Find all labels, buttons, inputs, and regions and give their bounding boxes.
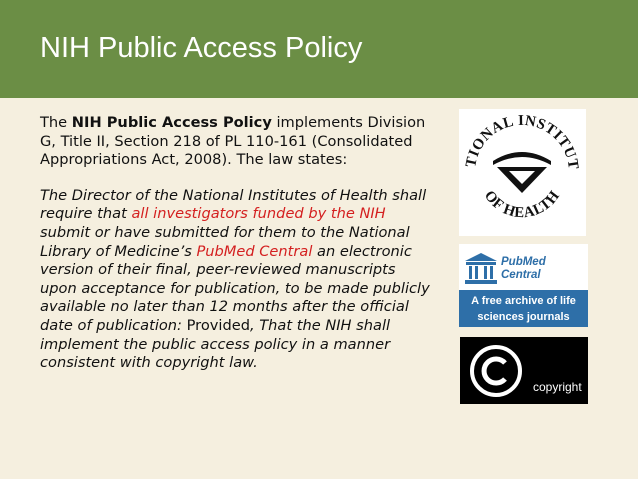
quote-highlight-investigators: all investigators funded by the NIH <box>131 205 386 223</box>
intro-paragraph <box>40 114 435 170</box>
title-bar <box>0 0 638 98</box>
pmc-name-2: Central <box>501 269 541 281</box>
nih-seal-icon <box>459 109 586 236</box>
pmc-tagline-2: sciences journals <box>477 311 570 323</box>
body-text <box>40 114 435 373</box>
policy-name: NIH Public Access Policy <box>71 114 272 131</box>
copyright-logo <box>460 337 588 404</box>
pmc-logo-top <box>459 244 588 290</box>
pmc-tagline-1: A free archive of life <box>471 295 576 307</box>
pmc-tagline <box>459 290 588 327</box>
pubmed-central-logo <box>459 244 588 327</box>
copyright-label: copyright <box>533 380 582 394</box>
intro-rest: implements Division G, Title II, Section 218 of PL 110-161 (Consolidated Appropriations Act, 2008). The law states: <box>40 114 426 169</box>
quote-part-3: an electronic version of their final, peer-reviewed manuscripts upon acceptance for publication, to be made publicly available no later than 12 months after the official date of publication: <box>40 242 430 334</box>
slide-title: NIH Public Access Policy <box>40 32 363 64</box>
nih-emblem-icon <box>493 152 551 193</box>
svg-text:NATIONAL INSTITUTES <box>459 109 581 171</box>
nih-arc-top: TIONAL INSTITUT <box>463 112 582 171</box>
quote-part-1: The Director of the National Institutes of Health shall require that <box>40 186 427 223</box>
nih-logo <box>459 109 586 236</box>
pmc-name-1: PubMed <box>501 256 546 268</box>
pmc-name <box>501 256 546 282</box>
quote-provided: Provided <box>186 316 250 334</box>
copyright-icon <box>468 343 524 399</box>
quote-highlight-pubmed: PubMed Central <box>196 242 313 260</box>
intro-lead: The <box>40 114 72 131</box>
quote-part-2: submit or have submitted for them to the National Library of Medicine’s <box>40 223 410 260</box>
law-quote <box>40 187 435 373</box>
nih-arc-bottom: OF HEALTH <box>480 187 564 222</box>
building-icon <box>463 252 499 286</box>
quote-part-4: , That the NIH shall implement the public access policy in a manner consistent with copyright law. <box>40 316 391 372</box>
